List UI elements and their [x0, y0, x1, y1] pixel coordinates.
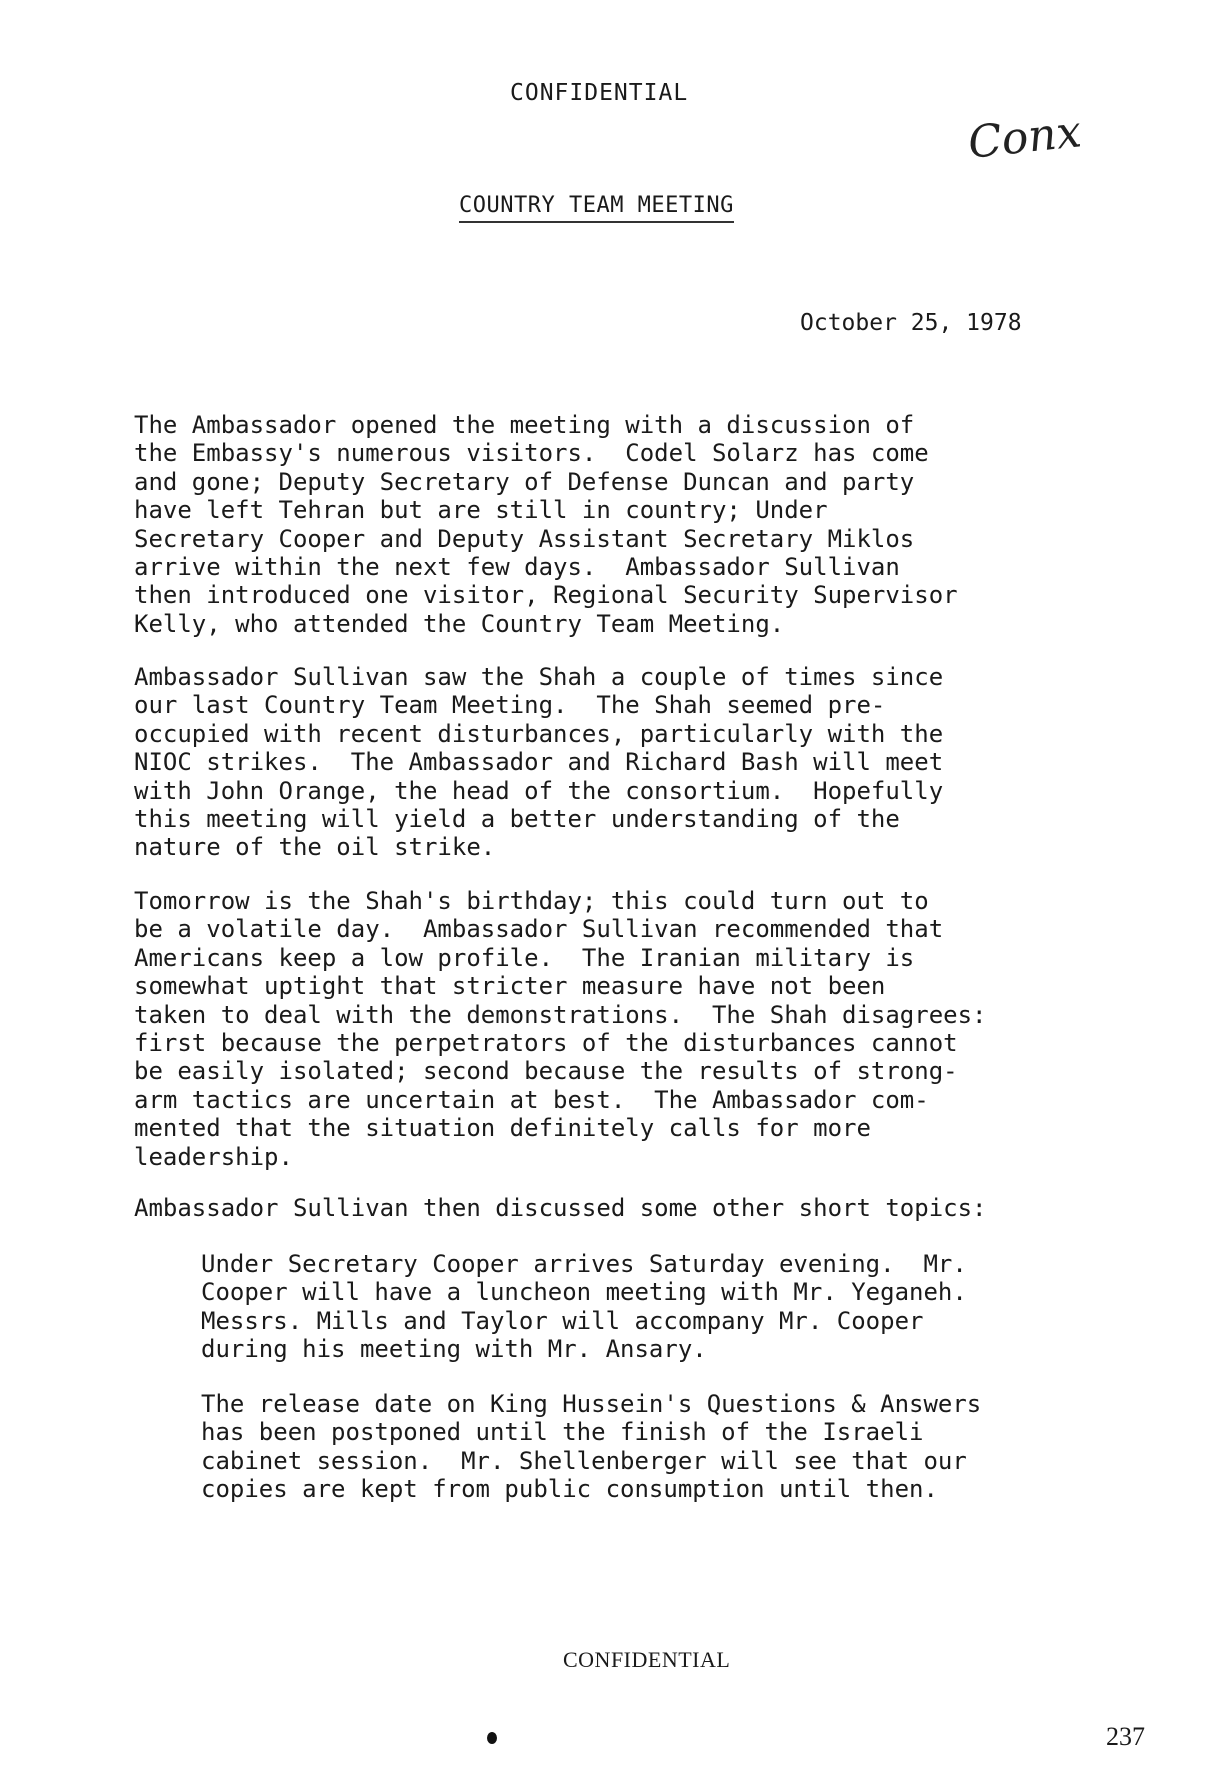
- handwritten-note: Conx: [965, 106, 1084, 169]
- document-date: October 25, 1978: [800, 310, 1022, 336]
- classification-footer: CONFIDENTIAL: [563, 1647, 731, 1672]
- paragraph-birthday: Tomorrow is the Shah's birthday; this could turn out to be a volatile day. Ambassador Sullivan recommended that Americans keep a low profile. The Iranian military is somewhat uptight that stricter measure have not been taken to deal with the demonstrations. The Shah disagrees: first because the perpetrators of the disturbances cannot be easily isolated; second because the results of strong- arm tactics are uncertain at best. The Ambassador com- mented that the situation definitely calls for more leadership.: [134, 887, 987, 1171]
- classification-header: CONFIDENTIAL: [510, 80, 689, 106]
- document-title: COUNTRY TEAM MEETING: [459, 193, 734, 223]
- paragraph-release-date: The release date on King Hussein's Questions & Answers has been postponed until the finish of the Israeli cabinet session. Mr. Shellenberger will see that our copies are kept from public consumption until then.: [201, 1390, 982, 1504]
- paragraph-cooper-visit: Under Secretary Cooper arrives Saturday evening. Mr. Cooper will have a luncheon meeting with Mr. Yeganeh. Messrs. Mills and Taylor will accompany Mr. Cooper during his meeting with Mr. Ansary.: [201, 1250, 967, 1364]
- paragraph-shah-meeting: Ambassador Sullivan saw the Shah a couple of times since our last Country Team Meeting. The Shah seemed pre- occupied with recent disturbances, particularly with the NIOC strikes. The Ambassador and Richard Bash will meet with John Orange, the head of the consortium. Hopefully this meeting will yield a better understanding of the nature of the oil strike.: [134, 663, 944, 862]
- bullet-mark: [487, 1732, 497, 1744]
- paragraph-other-topics: Ambassador Sullivan then discussed some other short topics:: [134, 1194, 987, 1222]
- paragraph-visitors: The Ambassador opened the meeting with a discussion of the Embassy's numerous visitors. Codel Solarz has come and gone; Deputy Secretary of Defense Duncan and party have left Tehran but are still in country; Under Secretary Cooper and Deputy Assistant Secretary Miklos arrive within the next few days. Ambassador Sullivan then introduced one visitor, Regional Security Supervisor Kelly, who attended the Country Team Meeting.: [134, 411, 958, 638]
- page-number: 237: [1106, 1722, 1145, 1751]
